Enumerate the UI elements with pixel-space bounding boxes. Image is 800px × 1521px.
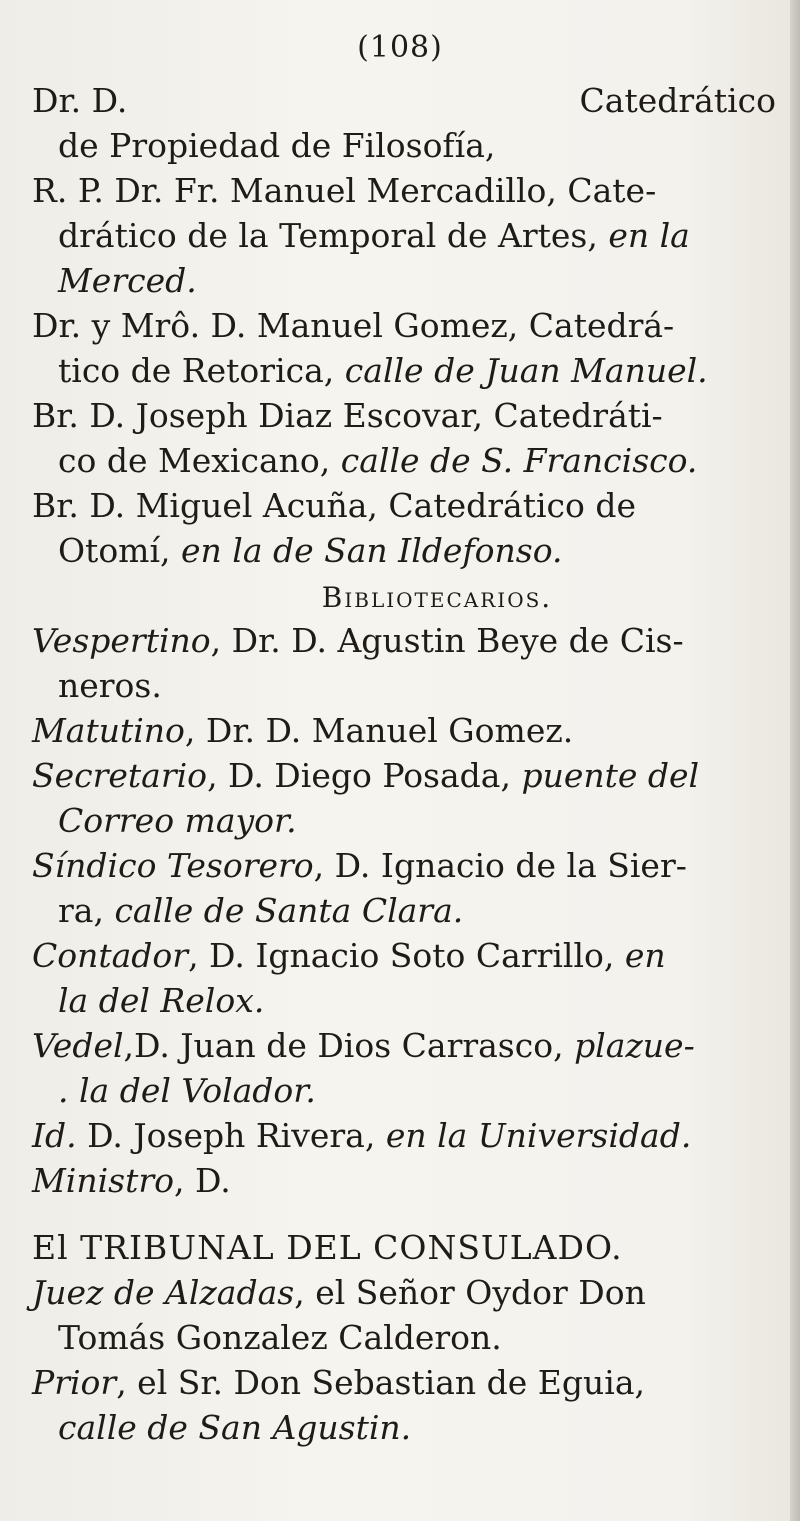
text-line: Contador, D. Ignacio Soto Carrillo, en bbox=[32, 936, 666, 975]
text-line: R. P. Dr. Fr. Manuel Mercadillo, Cate- bbox=[32, 171, 657, 210]
section-subheading: Bibliotecarios. bbox=[321, 581, 553, 614]
text-line: de Propiedad de Filosofía, bbox=[58, 126, 496, 165]
text-line: Br. D. Joseph Diaz Escovar, Catedráti- bbox=[32, 396, 663, 435]
text-line: co de Mexicano, calle de S. Francisco. bbox=[58, 441, 698, 480]
text-line: Vedel,D. Juan de Dios Carrasco, plazue- bbox=[32, 1026, 695, 1065]
text-line: Id. D. Joseph Rivera, en la Universidad. bbox=[32, 1116, 692, 1155]
text-line: Correo mayor. bbox=[58, 801, 297, 840]
text-line: Matutino, Dr. D. Manuel Gomez. bbox=[32, 711, 574, 750]
section-gap bbox=[32, 1203, 782, 1225]
text-line: Vespertino, Dr. D. Agustin Beye de Cis- bbox=[32, 621, 684, 660]
text-line: neros. bbox=[58, 666, 162, 705]
text-line: tico de Retorica, calle de Juan Manuel. bbox=[58, 351, 708, 390]
text-line: calle de San Agustin. bbox=[58, 1408, 412, 1447]
text-line: Secretario, D. Diego Posada, puente del bbox=[32, 756, 700, 795]
text-line: Síndico Tesorero, D. Ignacio de la Sier- bbox=[32, 846, 687, 885]
text-line: Prior, el Sr. Don Sebastian de Eguia, bbox=[32, 1363, 645, 1402]
text-line: ra, calle de Santa Clara. bbox=[58, 891, 464, 930]
section-heading: El TRIBUNAL DEL CONSULADO. bbox=[32, 1228, 623, 1267]
text-line: Dr. y Mrô. D. Manuel Gomez, Catedrá- bbox=[32, 306, 675, 345]
page-number: (108) bbox=[357, 30, 443, 65]
text-line: Juez de Alzadas, el Señor Oydor Don bbox=[32, 1273, 646, 1312]
page-text bbox=[32, 78, 782, 1450]
text-line: Otomí, en la de San Ildefonso. bbox=[58, 531, 563, 570]
text-line: Br. D. Miguel Acuña, Catedrático de bbox=[32, 486, 637, 525]
text-line: . la del Volador. bbox=[58, 1071, 316, 1110]
entry-name: Dr. D. bbox=[32, 81, 128, 120]
text-line: la del Relox. bbox=[58, 981, 265, 1020]
text-line: Tomás Gonzalez Calderon. bbox=[58, 1318, 502, 1357]
text-line: Ministro, D. bbox=[32, 1161, 231, 1200]
entry-title: Catedrático bbox=[579, 81, 776, 120]
text-line: drático de la Temporal de Artes, en la bbox=[58, 216, 690, 255]
text-line bbox=[32, 78, 782, 123]
page-edge bbox=[790, 0, 800, 1521]
text-line: Merced. bbox=[58, 261, 197, 300]
